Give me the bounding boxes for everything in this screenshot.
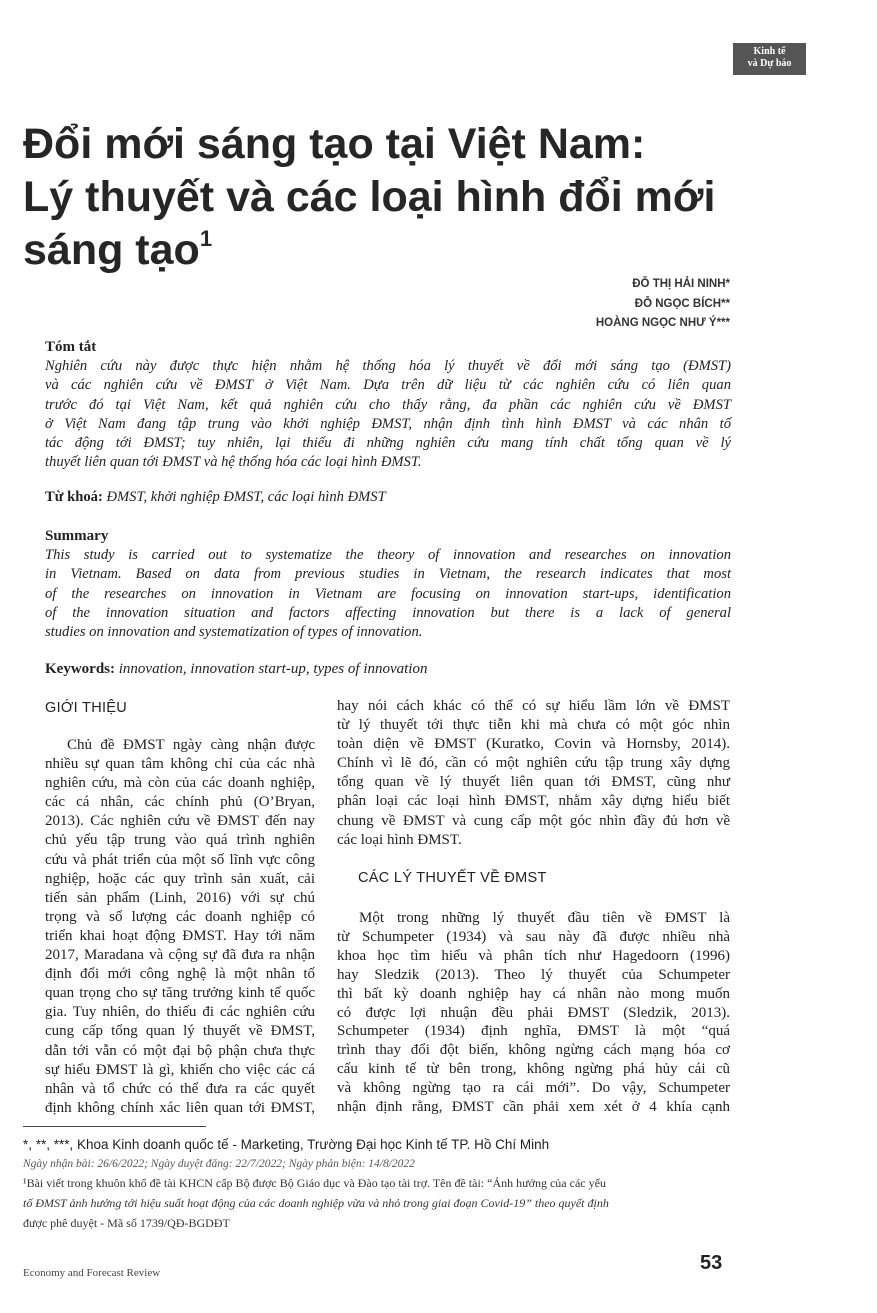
text-line: studies on innovation and systematization of types of innovation. — [45, 624, 423, 641]
text-line: từ Schumpeter (1934) và sau này đã được nhiều nhà — [337, 928, 730, 945]
text-line: nghiệp, hoặc các quy trình sản xuất, cải — [45, 870, 315, 887]
keywords-en — [45, 661, 427, 678]
text-line: hay nói cách khác có thể có sự hiểu lầm lớn về ĐMST — [337, 698, 730, 714]
text-line: từ lý thuyết tới thực tiễn khi mà chưa có một góc nhìn — [337, 717, 730, 734]
text-line: trọng và số lượng các doanh nghiệp có — [45, 908, 315, 925]
text-line: các loại hình ĐMST. — [337, 831, 462, 848]
text-line: Chính vì lẽ đó, cần có một nghiên cứu tập trung xây dựng — [337, 755, 730, 772]
text-line: nghiên cứu, mà còn của các doanh nghiệp, — [45, 775, 315, 792]
page-number: 53 — [700, 1252, 723, 1274]
body-column-left — [45, 736, 315, 1118]
text-line: các cá nhân, các chính phủ (O’Bryan, — [45, 794, 315, 811]
journal-name: Economy and Forecast Review — [23, 1267, 161, 1279]
section-heading-theories: CÁC LÝ THUYẾT VỀ ĐMST — [358, 870, 547, 886]
title-line: Đổi mới sáng tạo tại Việt Nam: — [23, 120, 646, 168]
text-line: dẫn tới vẫn có một đại bộ phận chưa thực — [45, 1042, 315, 1059]
keywords-vi — [45, 489, 386, 506]
text-line: chung về ĐMST và cung cấp một góc nhìn đầy đủ hơn về — [337, 812, 730, 829]
text-line: of the researches on innovation in Vietnam are focusing on innovation start-ups, identification — [45, 585, 731, 602]
text-line: định không chính xác liên quan tới ĐMST, — [45, 1099, 315, 1116]
authors — [596, 275, 730, 334]
keywords-value: ĐMST, khởi nghiệp ĐMST, các loại hình ĐMST — [102, 489, 386, 505]
text-line: hay Sledzik (2013). Theo lý thuyết của Schumpeter — [337, 966, 730, 983]
text-line: sự hiểu ĐMST là gì, khiến cho việc các cá — [45, 1061, 315, 1078]
text-line: in Vietnam. Based on data from previous studies in Vietnam, the research indicates that most — [45, 566, 731, 583]
text-line: và không ngừng tạo ra cái mới”. Do vậy, Schumpeter — [337, 1080, 730, 1097]
keywords-value: innovation, innovation start-up, types of innovation — [115, 661, 428, 677]
text-line: Chủ đề ĐMST ngày càng nhận được — [67, 737, 315, 753]
title-line: Lý thuyết và các loại hình đổi mới — [23, 173, 716, 221]
footnote-dates: Ngày nhận bài: 26/6/2022; Ngày duyệt đăng: 22/7/2022; Ngày phản biện: 14/8/2022 — [23, 1158, 415, 1170]
footnote-funding-text: tố ĐMST ảnh hưởng tới hiệu suất hoạt động của các doanh nghiệp vừa và nhỏ trong giai đoạn Covid-19” theo quyết định — [23, 1196, 609, 1210]
text-line: nhận định rằng, ĐMST cần phải xem xét ở 4 khía cạnh — [337, 1099, 730, 1116]
text-line: thuyết liên quan tới ĐMST và hệ thống hóa các loại hình ĐMST. — [45, 454, 422, 471]
logo-line: Kinh tế — [753, 46, 786, 57]
keywords-label: Keywords: — [45, 661, 115, 677]
section-heading-intro: GIỚI THIỆU — [45, 700, 128, 716]
body-column-right-bottom — [337, 909, 730, 1117]
text-line: chủ yếu tập trung vào quá trình nghiên — [45, 832, 315, 849]
text-line: khoa học tìm hiểu và phân tích như Hagedoorn (1996) — [337, 947, 730, 964]
logo-line: và Dự báo — [747, 58, 792, 69]
text-line: toàn diện về ĐMST (Kuratko, Covin và Hornsby, 2014). — [337, 736, 730, 753]
text-line: Schumpeter (1934) định nghĩa, ĐMST là một “quá — [337, 1023, 730, 1040]
text-line: tiến sản phẩm (Linh, 2016) với sự chú — [45, 889, 315, 906]
text-line: có được lợi nhuận đều phải ĐMST (Sledzik, 2013). — [337, 1004, 730, 1021]
text-line: Nghiên cứu này được thực hiện nhằm hệ thống hóa lý thuyết về đổi mới sáng tạo (ĐMST) — [45, 358, 731, 375]
summary-body — [45, 546, 731, 642]
text-line: trình thay đổi đột biến, không ngừng cách mạng hóa cơ — [337, 1042, 730, 1059]
text-line: nhiều sự quan tâm không chỉ của các nhà — [45, 756, 315, 773]
text-line: cấu kinh tế từ bên trong, không ngừng phá hủy cái cũ — [337, 1061, 730, 1078]
text-line: 2013). Các nghiên cứu về ĐMST đến nay — [45, 813, 315, 830]
text-line: và các nghiên cứu về ĐMST ở Việt Nam. Dựa trên dữ liệu từ các nghiên cứu có liên quan — [45, 377, 731, 394]
abstract-body — [45, 357, 731, 472]
footnote-funding: ¹Bài viết trong khuôn khổ đề tài KHCN cấp Bộ được Bộ Giáo dục và Đào tạo tài trợ. Tên đề tài: “Ảnh hưởng của các yếu — [23, 1176, 606, 1190]
footnote-affiliation: *, **, ***, Khoa Kinh doanh quốc tế - Marketing, Trường Đại học Kinh tế TP. Hồ Chí Minh — [23, 1137, 550, 1152]
text-line: gia. Tuy nhiên, do thiếu đi các nghiên cứu — [45, 1004, 315, 1021]
keywords-label: Từ khoá: — [45, 489, 103, 505]
author: HOÀNG NGỌC NHƯ Ý*** — [595, 317, 730, 329]
text-line: 2017, Maradana và cộng sự đã đưa ra nhận — [45, 947, 315, 964]
footnote-divider — [23, 1126, 206, 1127]
journal-logo — [733, 43, 806, 75]
text-line: nhân và tổ chức có thể đưa ra các quyết — [45, 1080, 315, 1097]
abstract-heading: Tóm tắt — [45, 339, 97, 355]
footnote-funding: được phê duyệt - Mã số 1739/QĐ-BGDĐT — [23, 1216, 230, 1230]
footnotes — [23, 1135, 743, 1233]
text-line: quan trọng cho sự tăng trưởng kinh tế quốc — [45, 985, 315, 1002]
text-line: tổng quan về lý thuyết liên quan tới ĐMST, cũng như — [337, 774, 730, 791]
footnote-marker: 1 — [199, 226, 213, 251]
text-line: of the innovation situation and factors affecting innovation but there is a lack of general — [45, 604, 731, 621]
article-title — [23, 118, 763, 277]
author: ĐỖ THỊ HẢI NINH* — [632, 278, 730, 290]
author: ĐỖ NGỌC BÍCH** — [634, 297, 730, 310]
text-line: phân loại các loại hình ĐMST, nhằm xây dựng hiểu biết — [337, 793, 730, 810]
title-text: sáng tạo — [23, 226, 200, 274]
abstract-vi — [45, 338, 731, 472]
text-line: This study is carried out to systematize the theory of innovation and researches on innovation — [45, 547, 731, 564]
text-line: tác động tới ĐMST; tuy nhiên, lại thiếu đi những nghiên cứu mang tính chất tổng quan về lý — [45, 435, 731, 452]
text-line: triển khai hoạt động ĐMST. Hay tới năm — [45, 927, 315, 944]
text-line: cứu và phát triển của một số lĩnh vực công — [45, 851, 315, 868]
abstract-en — [45, 527, 731, 642]
footnote-funding — [23, 1193, 743, 1213]
text-line: thì bất kỳ doanh nghiệp hay cá nhân nào mong muốn — [337, 985, 730, 1002]
title-line — [23, 224, 763, 277]
body-column-right-top — [337, 697, 730, 850]
summary-heading: Summary — [45, 528, 109, 544]
text-line: định đổi mới công nghệ là một nhân tố — [45, 966, 315, 983]
text-line: Một trong những lý thuyết đầu tiên về ĐMST là — [359, 910, 730, 926]
text-line: cung cấp tổng quan lý thuyết về ĐMST, — [45, 1023, 315, 1040]
text-line: trước đó tại Việt Nam, kết quả nghiên cứu cho thấy rằng, đa phần các nghiên cứu về ĐMST — [45, 396, 731, 413]
text-line: ở Việt Nam đang tập trung vào khởi nghiệp ĐMST, nhận định tình hình ĐMST và các nhân tố — [45, 415, 731, 432]
